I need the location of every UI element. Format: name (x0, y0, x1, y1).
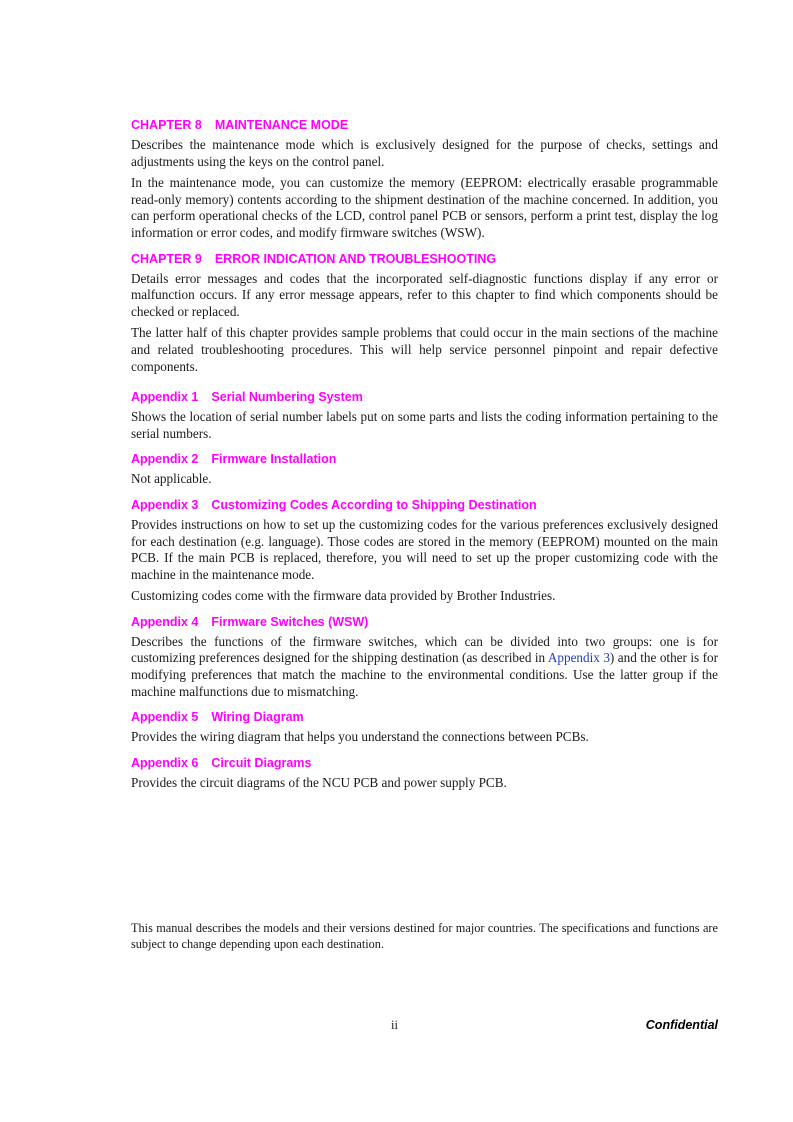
section-appendix-6 (131, 755, 718, 792)
paragraph: Details error messages and codes that the incorporated self-diagnostic functions display if any error or malfunction occurs. If any error message appears, refer to this chapter to find which components should be checked or replaced. (131, 270, 718, 319)
page-content (131, 117, 718, 800)
paragraph: Provides the wiring diagram that helps you understand the connections between PCBs. (131, 729, 589, 745)
paragraph: Not applicable. (131, 471, 212, 487)
section-title: Customizing Codes According to Shipping Destination (211, 497, 537, 512)
section-number: Appendix 2 (131, 452, 199, 467)
paragraph: In the maintenance mode, you can customize the memory (EEPROM: electrically erasable programmable read-only memory) contents according to the shipment destination of the machine concerned. In addition, you can perform operational checks of the LCD, control panel PCB or sensors, perform a print test, display the log information or error codes, and modify firmware switches (WSW). (131, 175, 718, 240)
section-appendix-1 (131, 389, 718, 442)
section-heading (131, 709, 718, 725)
section-number: Appendix 4 (131, 614, 199, 629)
paragraph: Provides the circuit diagrams of the NCU PCB and power supply PCB. (131, 774, 507, 790)
section-title: Serial Numbering System (211, 390, 363, 405)
section-title: ERROR INDICATION AND TROUBLESHOOTING (214, 251, 497, 266)
paragraph: The latter half of this chapter provides sample problems that could occur in the main sections of the machine and related troubleshooting procedures. This will help service personnel pinpoint and repair defective components. (131, 325, 718, 374)
paragraph: Customizing codes come with the firmware data provided by Brother Industries. (131, 588, 556, 604)
section-title: MAINTENANCE MODE (214, 118, 349, 132)
paragraph: Shows the location of serial number labels put on some parts and lists the coding information pertaining to the serial numbers. (131, 409, 718, 441)
section-appendix-4 (131, 614, 718, 700)
section-number: CHAPTER 9 (131, 251, 202, 266)
destination-note: This manual describes the models and their versions destined for major countries. The specifications and functions are subject to change depending upon each destination. (131, 921, 718, 952)
section-title: Firmware Installation (211, 452, 337, 467)
section-heading (131, 117, 718, 133)
paragraph: Describes the maintenance mode which is exclusively designed for the purpose of checks, settings and adjustments using the keys on the control panel. (131, 137, 718, 169)
section-number: Appendix 1 (131, 390, 199, 405)
section-heading (131, 389, 718, 405)
appendix-3-link[interactable]: Appendix 3 (547, 650, 610, 666)
section-number: Appendix 3 (131, 497, 199, 512)
paragraph-text: Describes the functions of the firmware switches, which can be divided into two groups: one is for customizing preferences designed for the shipping destination (as described in (131, 633, 718, 666)
section-title: Circuit Diagrams (211, 755, 312, 770)
section-title: Wiring Diagram (211, 710, 304, 725)
section-heading (131, 497, 718, 513)
section-chapter-8 (131, 117, 718, 242)
section-number: CHAPTER 8 (131, 118, 202, 132)
section-heading (131, 251, 718, 267)
section-title: Firmware Switches (WSW) (211, 614, 369, 629)
paragraph-text: ) and the other is for modifying preferences that match the machine to the environmental conditions. Use the latter group if the machine malfunctions due to mismatching. (131, 650, 718, 699)
section-number: Appendix 5 (131, 710, 199, 725)
paragraph (131, 634, 718, 700)
section-number: Appendix 6 (131, 755, 199, 770)
section-heading (131, 755, 718, 771)
section-chapter-9 (131, 251, 718, 376)
section-heading (131, 614, 718, 630)
section-appendix-5 (131, 709, 718, 746)
paragraph: Provides instructions on how to set up the customizing codes for the various preferences exclusively designed for each destination (e.g. language). Those codes are stored in the memory (EEPROM) mounted on the main PCB. If the main PCB is replaced, therefore, you will need to set up the proper customizing code with the machine in the maintenance mode. (131, 516, 718, 582)
confidential-label: Confidential (645, 1018, 718, 1032)
section-appendix-2 (131, 451, 718, 488)
section-heading (131, 451, 718, 467)
page-number: ii (391, 1018, 398, 1032)
section-appendix-3 (131, 497, 718, 605)
